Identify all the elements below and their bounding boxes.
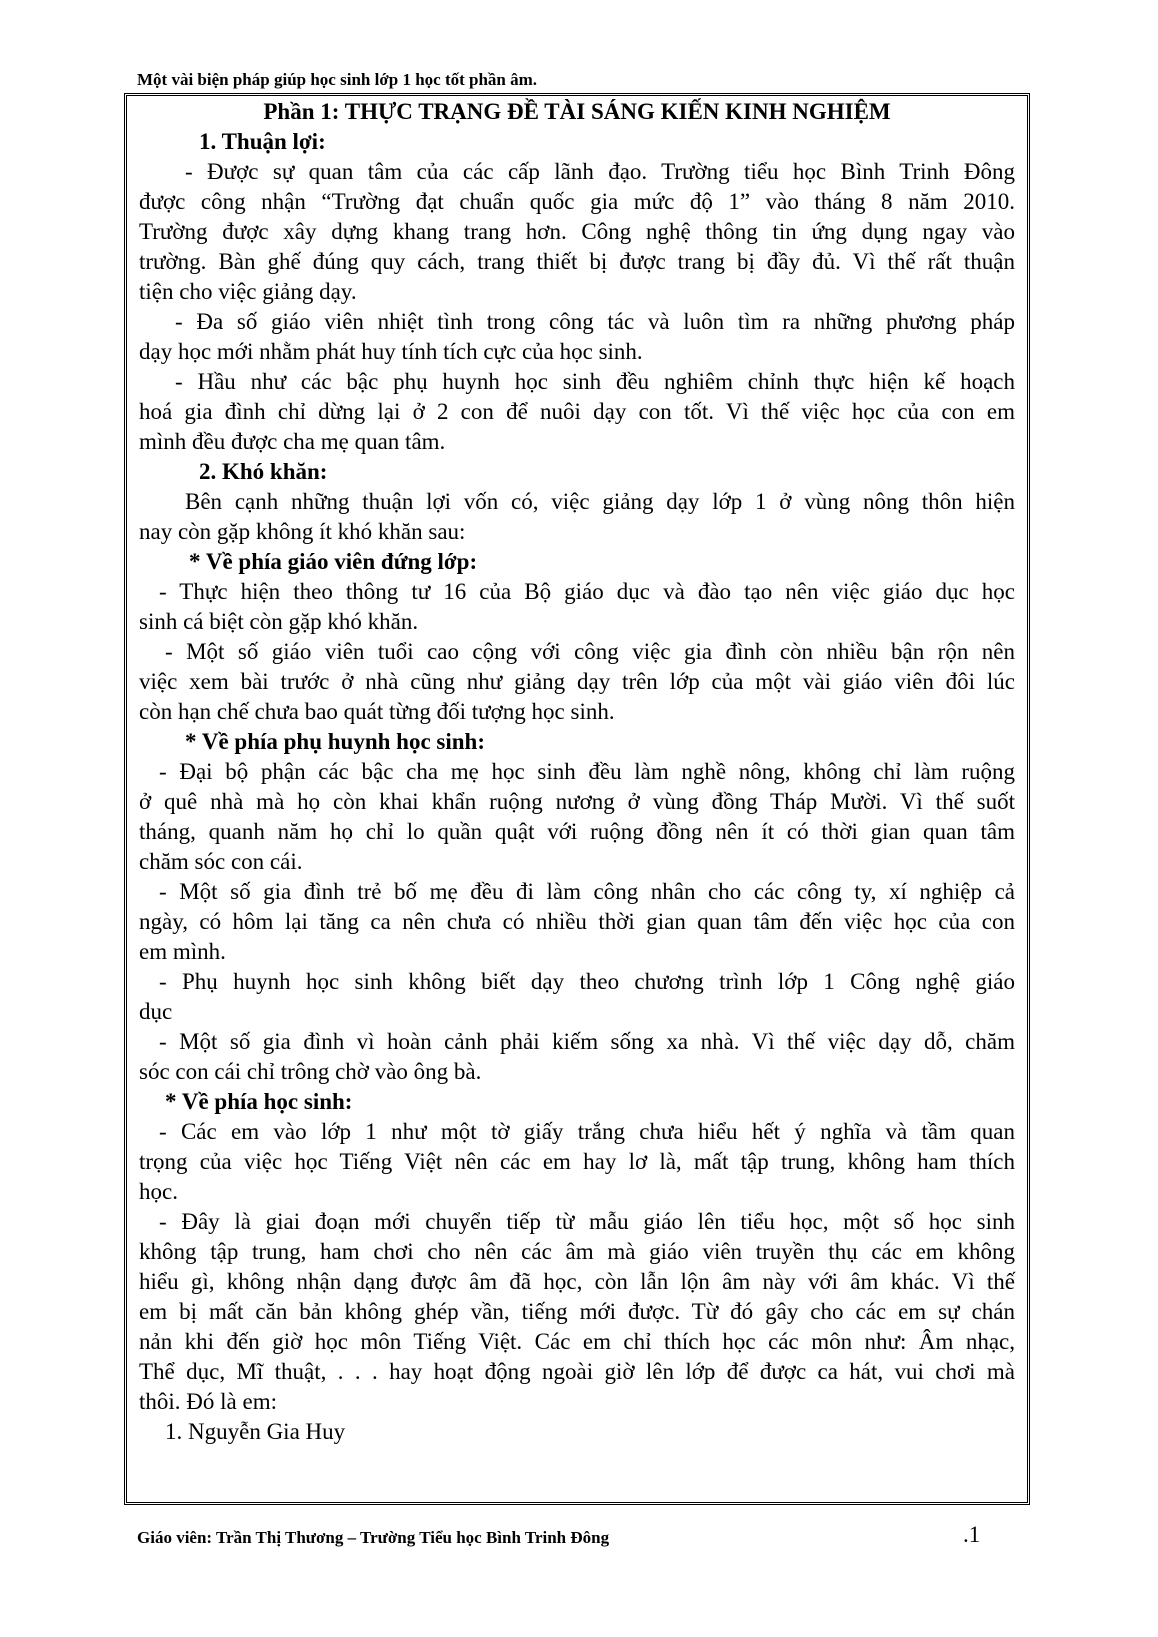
text-line: trường. Bàn ghế đúng quy cách, trang thiết bị được trang bị đầy đủ. Vì thế rất thuận: [139, 249, 1015, 274]
page-number: .1: [963, 1522, 981, 1547]
text-line: - Phụ huynh học sinh không biết dạy theo chương trình lớp 1 Công nghệ giáo: [159, 969, 1015, 994]
section-heading: * Về phía học sinh:: [165, 1089, 353, 1114]
text-line: trọng của việc học Tiếng Việt nên các em hay lơ là, mất tập trung, không ham thích: [139, 1149, 1015, 1174]
text-line: ở quê nhà mà họ còn khai khẩn ruộng nương ở vùng đồng Tháp Mười. Vì thế suốt: [139, 789, 1015, 814]
document-body: [139, 97, 1015, 1447]
text-line: dục: [139, 999, 173, 1024]
running-footer: Giáo viên: Trần Thị Thương – Trường Tiểu học Bình Trinh Đông: [137, 1528, 610, 1547]
text-line: tháng, quanh năm họ chỉ lo quần quật với ruộng đồng nên ít có thời gian quan tâm: [139, 819, 1015, 844]
text-line: việc xem bài trước ở nhà cũng như giảng dạy trên lớp của một vài giáo viên đôi lúc: [139, 669, 1015, 694]
text-line: tiện cho việc giảng dạy.: [139, 279, 357, 304]
text-line: Trường được xây dựng khang trang hơn. Công nghệ thông tin ứng dụng ngay vào: [139, 219, 1015, 244]
text-line: hiểu gì, không nhận dạng được âm đã học, còn lẫn lộn âm này với âm khác. Vì thế: [139, 1269, 1015, 1294]
text-line: em mình.: [139, 939, 226, 964]
text-line: mình đều được cha mẹ quan tâm.: [139, 429, 446, 454]
text-line: thôi. Đó là em:: [139, 1389, 277, 1414]
section-heading: * Về phía giáo viên đứng lớp:: [189, 549, 478, 574]
running-header: Một vài biện pháp giúp học sinh lớp 1 học tốt phần âm.: [137, 70, 538, 89]
text-line: không tập trung, ham chơi cho nên các âm mà giáo viên truyền thụ các em không: [139, 1239, 1015, 1264]
text-line: ngày, có hôm lại tăng ca nên chưa có nhiều thời gian quan tâm đến việc học của con: [139, 909, 1015, 934]
text-line: - Được sự quan tâm của các cấp lãnh đạo. Trường tiểu học Bình Trinh Đông: [185, 159, 1015, 184]
text-line: chăm sóc con cái.: [139, 849, 303, 874]
text-line: 1. Nguyễn Gia Huy: [165, 1419, 346, 1444]
text-line: - Các em vào lớp 1 như một tờ giấy trắng chưa hiểu hết ý nghĩa và tầm quan: [159, 1119, 1015, 1144]
text-line: - Một số gia đình trẻ bố mẹ đều đi làm công nhân cho các công ty, xí nghiệp cả: [159, 879, 1015, 904]
section-heading: * Về phía phụ huynh học sinh:: [185, 729, 485, 754]
text-line: được công nhận “Trường đạt chuẩn quốc gia mức độ 1” vào tháng 8 năm 2010.: [139, 189, 1015, 214]
text-line: nay còn gặp không ít khó khăn sau:: [139, 519, 466, 544]
text-line: - Thực hiện theo thông tư 16 của Bộ giáo dục và đào tạo nên việc giáo dục học: [159, 579, 1015, 604]
text-line: - Đa số giáo viên nhiệt tình trong công tác và luôn tìm ra những phương pháp: [175, 309, 1015, 334]
text-line: - Đại bộ phận các bậc cha mẹ học sinh đều làm nghề nông, không chỉ làm ruộng: [159, 759, 1015, 784]
text-line: Bên cạnh những thuận lợi vốn có, việc giảng dạy lớp 1 ở vùng nông thôn hiện: [185, 489, 1015, 514]
text-line: dạy học mới nhằm phát huy tính tích cực của học sinh.: [139, 339, 643, 364]
section-title: Phần 1: THỰC TRẠNG ĐỀ TÀI SÁNG KIẾN KINH NGHIỆM: [263, 99, 891, 124]
section-heading: 1. Thuận lợi:: [199, 129, 326, 154]
text-line: nản khi đến giờ học môn Tiếng Việt. Các em chỉ thích học các môn như: Âm nhạc,: [139, 1329, 1015, 1354]
text-line: em bị mất căn bản không ghép vần, tiếng mới được. Từ đó gây cho các em sự chán: [139, 1299, 1015, 1324]
text-line: Thể dục, Mĩ thuật, . . . hay hoạt động ngoài giờ lên lớp để được ca hát, vui chơi mà: [139, 1359, 1015, 1384]
section-heading: 2. Khó khăn:: [199, 459, 328, 484]
text-line: học.: [139, 1179, 178, 1204]
text-line: hoá gia đình chỉ dừng lại ở 2 con để nuôi dạy con tốt. Vì thế việc học của con em: [139, 399, 1015, 424]
text-line: sinh cá biệt còn gặp khó khăn.: [139, 609, 419, 634]
text-line: - Một số gia đình vì hoàn cảnh phải kiếm sống xa nhà. Vì thế việc dạy dỗ, chăm: [159, 1029, 1015, 1054]
text-line: còn hạn chế chưa bao quát từng đối tượng học sinh.: [139, 699, 615, 724]
text-line: - Một số giáo viên tuổi cao cộng với công việc gia đình còn nhiều bận rộn nên: [165, 639, 1015, 664]
text-line: - Hầu như các bậc phụ huynh học sinh đều nghiêm chỉnh thực hiện kế hoạch: [175, 369, 1015, 394]
paragraph-lines: [139, 127, 1015, 1447]
text-line: sóc con cái chỉ trông chờ vào ông bà.: [139, 1059, 482, 1084]
text-line: - Đây là giai đoạn mới chuyển tiếp từ mẫu giáo lên tiểu học, một số học sinh: [159, 1209, 1015, 1234]
